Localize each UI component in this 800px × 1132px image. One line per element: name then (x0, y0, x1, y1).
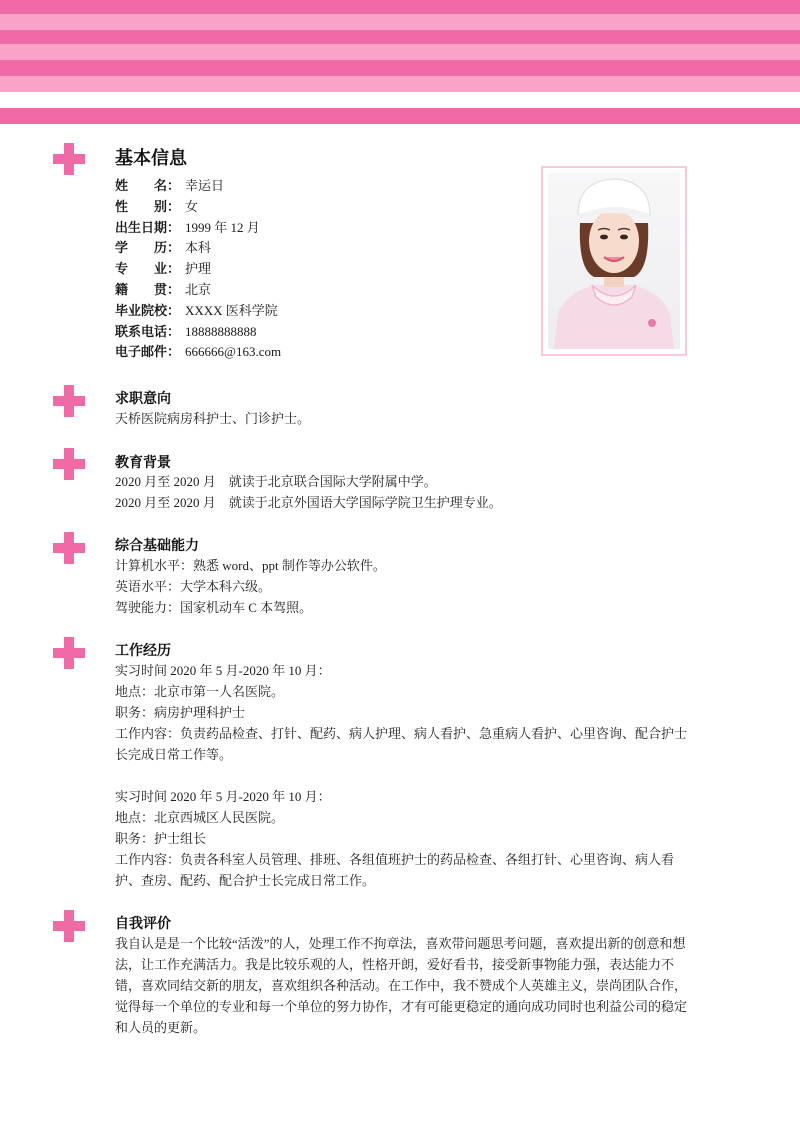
text-line: 天桥医院病房科护士、门诊护士。 (115, 411, 311, 426)
plus-cross-icon (53, 910, 85, 942)
info-label: 出生日期： (115, 220, 181, 236)
text-line: 2020 月至 2020 月 就读于北京外国语大学国际学院卫生护理专业。 (115, 495, 502, 510)
info-row-major (115, 259, 281, 280)
info-value: 护理 (185, 261, 212, 277)
text-line: 计算机水平：熟悉 word、ppt 制作等办公软件。 (115, 558, 386, 573)
job-intention-text (115, 408, 695, 429)
info-row-school (115, 301, 281, 322)
work-place: 地点：北京市第一人名医院。 (115, 684, 285, 699)
info-value: 666666@163.com (185, 344, 282, 360)
text-line: 2020 月至 2020 月 就读于北京联合国际大学附属中学。 (115, 474, 437, 489)
info-label: 联系电话： (115, 324, 181, 340)
profile-photo (548, 173, 680, 349)
work-text (115, 660, 695, 891)
work-place: 地点：北京西城区人民医院。 (115, 810, 285, 825)
info-label: 专 业： (115, 262, 181, 278)
self-evaluation-text (115, 933, 695, 1038)
info-row-name (115, 176, 281, 197)
plus-cross-icon (53, 385, 85, 417)
nurse-portrait-illustration (548, 173, 680, 349)
info-label: 毕业院校： (115, 303, 181, 319)
work-position: 职务：病房护理科护士 (115, 705, 246, 720)
info-value: 18888888888 (185, 323, 257, 339)
work-content: 工作内容：负责药品检查、打针、配药、病人护理、病人看护、急重病人看护、心里咨询、配合护士长完成日常工作等。 (115, 726, 688, 762)
info-label: 籍 贯： (115, 282, 181, 298)
section-title-basic-info: 基本信息 (115, 148, 187, 169)
work-position: 职务：护士组长 (115, 831, 207, 846)
stripe (0, 30, 800, 44)
info-value: 女 (185, 198, 199, 214)
work-content: 工作内容：负责各科室人员管理、排班、各组值班护士的药品检查、各组打针、心里咨询、病人看护、查房、配药、配合护士长完成日常工作。 (115, 852, 675, 888)
stripe (0, 44, 800, 60)
stripe (0, 0, 800, 14)
info-row-phone (115, 322, 281, 343)
section-title-skills: 综合基础能力 (115, 538, 199, 554)
skills-text (115, 555, 695, 618)
spacer (115, 765, 695, 786)
profile-photo-frame (541, 166, 687, 356)
education-text (115, 471, 695, 513)
plus-cross-icon (53, 448, 85, 480)
plus-cross-icon (53, 637, 85, 669)
info-row-hometown (115, 280, 281, 301)
info-row-gender (115, 197, 281, 218)
stripe (0, 76, 800, 92)
text-line: 驾驶能力：国家机动车 C 本驾照。 (115, 600, 313, 615)
info-label: 性 别： (115, 199, 181, 215)
section-title-work: 工作经历 (115, 643, 171, 659)
info-row-birthdate (115, 218, 281, 239)
info-row-degree (115, 238, 281, 259)
section-title-job-intention: 求职意向 (115, 391, 171, 407)
work-period: 实习时间 2020 年 5 月-2020 年 10 月： (115, 789, 331, 804)
info-label: 电子邮件： (115, 345, 181, 361)
info-value: 北京 (185, 281, 212, 297)
stripe (0, 14, 800, 30)
basic-info-list (115, 176, 281, 363)
work-period: 实习时间 2020 年 5 月-2020 年 10 月： (115, 663, 331, 678)
section-title-education: 教育背景 (115, 455, 171, 471)
stripe (0, 108, 800, 124)
header-stripes (0, 0, 800, 128)
section-title-self-evaluation: 自我评价 (115, 916, 171, 932)
info-value: 幸运日 (185, 178, 225, 193)
info-value: XXXX 医科学院 (185, 302, 278, 318)
info-label: 学 历： (115, 241, 181, 257)
stripe (0, 60, 800, 76)
info-row-email (115, 342, 281, 363)
text-line: 英语水平：大学本科六级。 (115, 579, 272, 594)
info-value: 1999 年 12 月 (185, 219, 260, 235)
self-evaluation-paragraph: 我自认是是一个比较“活泼”的人，处理工作不拘章法，喜欢带问题思考问题，喜欢提出新的创意和想法，让工作充满活力。我是比较乐观的人，性格开朗，爱好看书，接受新事物能力强，表达能力不错，喜欢同结交新的朋友，喜欢组织各种活动。在工作中，我不赞成个人英雄主义，崇尚团队合作，觉得每一个单位的专业和每一个单位的努力协作，才有可能更稳定的通向成功同时也利益公司的稳定和人员的更新。 (115, 936, 688, 1035)
plus-cross-icon (53, 532, 85, 564)
info-label: 姓 名： (115, 179, 181, 194)
plus-cross-icon (53, 143, 85, 175)
info-value: 本科 (185, 240, 212, 256)
